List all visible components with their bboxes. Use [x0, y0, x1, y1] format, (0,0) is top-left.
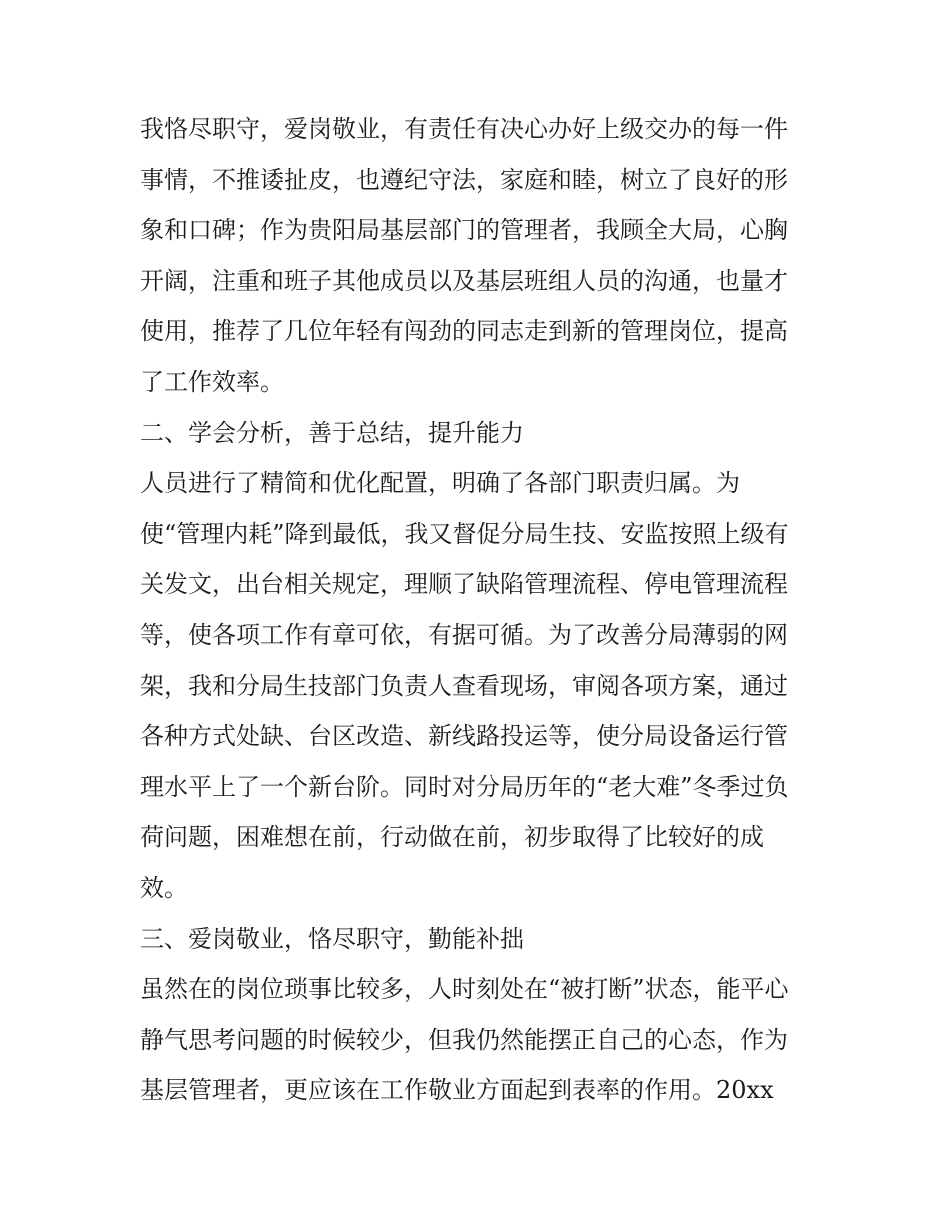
paragraph-line: 了工作效率。 [140, 367, 284, 396]
paragraph-line: 理水平上了一个新台阶。同时对分局历年的“老大难”冬季过负 [140, 772, 789, 801]
paragraph-line: 使“管理内耗”降到最低，我又督促分局生技、安监按照上级有 [140, 519, 789, 548]
paragraph-line: 基层管理者，更应该在工作敬业方面起到表率的作用。20xx [140, 1076, 774, 1105]
paragraph-line: 静气思考问题的时候较少，但我仍然能摆正自己的心态，作为 [140, 1025, 788, 1054]
paragraph-line: 事情，不推诿扯皮，也遵纪守法，家庭和睦，树立了良好的形 [140, 165, 788, 194]
paragraph-line: 关发文，出台相关规定，理顺了缺陷管理流程、停电管理流程 [140, 570, 788, 599]
paragraph-line: 象和口碑；作为贵阳局基层部门的管理者，我顾全大局，心胸 [140, 216, 788, 245]
paragraph-line: 荷问题，困难想在前，行动做在前，初步取得了比较好的成 [140, 823, 764, 852]
paragraph-line: 等，使各项工作有章可依，有据可循。为了改善分局薄弱的网 [140, 620, 788, 649]
paragraph-line: 效。 [140, 873, 188, 902]
paragraph-line: 我恪尽职守，爱岗敬业，有责任有决心办好上级交办的每一件 [140, 115, 788, 143]
paragraph-line: 虽然在的岗位琐事比较多，人时刻处在“被打断”状态，能平心 [140, 975, 789, 1004]
section-heading: 二、学会分析，善于总结，提升能力 [140, 418, 524, 447]
paragraph-line: 架，我和分局生技部门负责人查看现场，审阅各项方案，通过 [140, 671, 788, 700]
paragraph-line: 开阔，注重和班子其他成员以及基层班组人员的沟通，也量才 [140, 266, 788, 295]
document-body [140, 104, 820, 1116]
paragraph-line: 人员进行了精简和优化配置，明确了各部门职责归属。为 [140, 469, 740, 498]
paragraph-line: 各种方式处缺、台区改造、新线路投运等，使分局设备运行管 [140, 722, 788, 751]
section-heading: 三、爱岗敬业，恪尽职守，勤能补拙 [140, 924, 524, 953]
paragraph-line: 使用，推荐了几位年轻有闯劲的同志走到新的管理岗位，提高 [140, 317, 788, 346]
